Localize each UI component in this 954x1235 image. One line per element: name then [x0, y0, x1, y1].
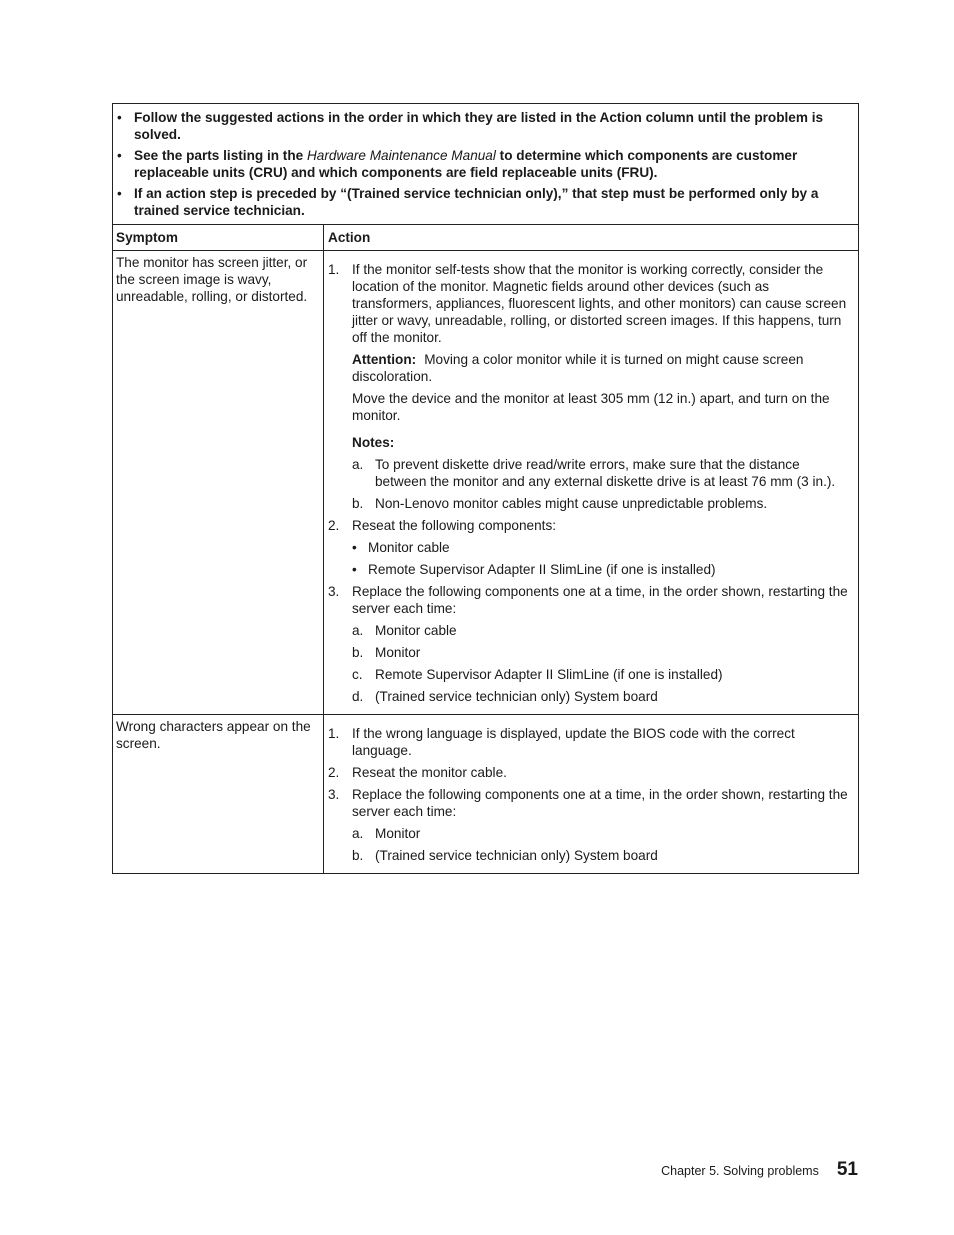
- step-text: Reseat the monitor cable.: [352, 765, 507, 780]
- symptom-column-header: Symptom: [113, 225, 324, 250]
- bullet-icon: •: [352, 540, 357, 555]
- action-cell: [324, 715, 858, 873]
- bullet-icon: •: [117, 110, 122, 125]
- item-text: (Trained service technician only) System board: [375, 689, 658, 704]
- table-row: [113, 715, 858, 873]
- action-column-header: Action: [328, 230, 371, 245]
- item-letter: b.: [352, 645, 364, 660]
- notes-label: Notes:: [352, 435, 395, 450]
- item-letter: d.: [352, 689, 364, 704]
- instructions-block: [113, 104, 858, 225]
- replace-item: [352, 622, 852, 639]
- note-letter: b.: [352, 496, 364, 511]
- replace-item: [352, 688, 852, 705]
- step-number: 3.: [328, 584, 340, 599]
- action-step: [328, 583, 852, 705]
- item-text: Monitor: [375, 826, 421, 841]
- note-letter: a.: [352, 457, 364, 472]
- table-header-row: [113, 225, 858, 251]
- instruction-text: to determine which components are customer replaceable units (CRU) and which components are field replaceable units (FRU).: [134, 148, 798, 180]
- item-text: Monitor: [375, 645, 421, 660]
- instruction-item: [115, 185, 852, 219]
- instruction-text: Follow the suggested actions in the order in which they are listed in the Action column until the problem is solved.: [134, 110, 824, 142]
- step-number: 3.: [328, 787, 340, 802]
- manual-title: Hardware Maintenance Manual: [306, 148, 496, 163]
- replace-item: [352, 666, 852, 683]
- item-letter: b.: [352, 848, 364, 863]
- symptom-cell: Wrong characters appear on the screen.: [113, 715, 324, 873]
- bullet-icon: •: [117, 148, 122, 163]
- component-text: Remote Supervisor Adapter II SlimLine (if one is installed): [368, 562, 716, 577]
- replace-item: [352, 825, 852, 842]
- item-text: Remote Supervisor Adapter II SlimLine (if one is installed): [375, 667, 723, 682]
- step-text: If the monitor self-tests show that the monitor is working correctly, consider the location of the monitor. Magnetic fields around other devices (such as transformers, appliances, fluorescent lights, and other monitors) can cause screen jitter or wavy, unreadable, rolling, or distorted screen images. If this happens, turn off the monitor.: [352, 262, 847, 345]
- instruction-item: [115, 147, 852, 181]
- page-footer: [661, 1161, 858, 1180]
- troubleshooting-table: [112, 103, 859, 874]
- action-cell: [324, 251, 858, 714]
- step-number: 1.: [328, 726, 340, 741]
- note-text: To prevent diskette drive read/write errors, make sure that the distance between the monitor and any external diskette drive is at least 76 mm (3 in.).: [375, 457, 836, 489]
- replace-item: [352, 847, 852, 864]
- symptom-cell: The monitor has screen jitter, or the screen image is wavy, unreadable, rolling, or distorted.: [113, 251, 324, 714]
- action-step: [328, 261, 852, 512]
- page-number: 51: [836, 1159, 858, 1180]
- attention-label: Attention:: [352, 352, 417, 367]
- step-number: 1.: [328, 262, 340, 277]
- step-text: Reseat the following components:: [352, 518, 557, 533]
- component-text: Monitor cable: [368, 540, 450, 555]
- table-row: [113, 251, 858, 715]
- step-number: 2.: [328, 518, 340, 533]
- action-step: [328, 786, 852, 864]
- action-step: [328, 764, 852, 781]
- item-text: (Trained service technician only) System board: [375, 848, 658, 863]
- attention-note: [352, 351, 852, 385]
- note-text: Non-Lenovo monitor cables might cause unpredictable problems.: [375, 496, 768, 511]
- action-step: [328, 517, 852, 578]
- item-text: Monitor cable: [375, 623, 457, 638]
- item-letter: a.: [352, 623, 364, 638]
- instruction-text: See the parts listing in the: [134, 148, 307, 163]
- step-number: 2.: [328, 765, 340, 780]
- note-item: [352, 456, 852, 490]
- action-step: [328, 725, 852, 759]
- move-instruction: Move the device and the monitor at least 305 mm (12 in.) apart, and turn on the monitor.: [352, 391, 830, 423]
- step-text: If the wrong language is displayed, update the BIOS code with the correct language.: [352, 726, 795, 758]
- step-text: Replace the following components one at a time, in the order shown, restarting the server each time:: [352, 787, 848, 819]
- note-item: [352, 495, 852, 512]
- instruction-item: [115, 109, 852, 143]
- chapter-title: Chapter 5. Solving problems: [661, 1164, 819, 1178]
- instruction-text: If an action step is preceded by “(Trained service technician only),” that step must be performed only by a trained service technician.: [134, 186, 819, 218]
- bullet-icon: •: [117, 186, 122, 201]
- item-letter: c.: [352, 667, 363, 682]
- bullet-icon: •: [352, 562, 357, 577]
- component-item: [352, 539, 852, 556]
- step-text: Replace the following components one at a time, in the order shown, restarting the server each time:: [352, 584, 848, 616]
- item-letter: a.: [352, 826, 364, 841]
- component-item: [352, 561, 852, 578]
- replace-item: [352, 644, 852, 661]
- attention-text: Moving a color monitor while it is turned on might cause screen discoloration.: [352, 352, 804, 384]
